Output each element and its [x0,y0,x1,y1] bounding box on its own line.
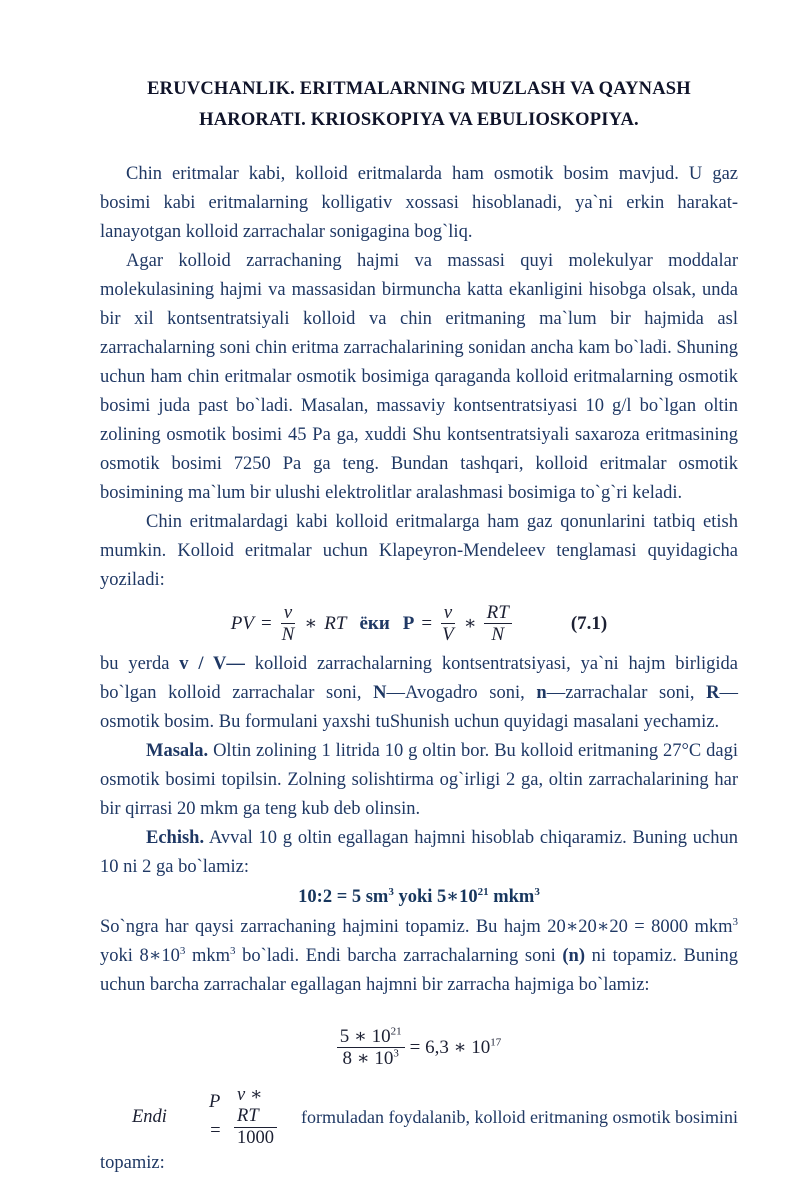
fraction-numerator: RT [484,602,512,624]
formula-number-label: (7.1) [570,612,608,634]
text-segment: bo`ladi. Endi barcha zarrachalarning soni [235,946,563,966]
formula-p-equals: P = [208,1092,222,1141]
text-segment: 5 ∗ 10 [339,1026,391,1047]
fraction-numerator: v [441,602,455,624]
equation-volume-result [100,883,738,912]
text-segment: mkm [185,946,230,966]
fraction-numerator [337,1026,405,1048]
text-segment: 21 [477,885,489,898]
text-segment: n [536,683,547,703]
formula-p: P [402,612,415,634]
text-segment: v / V— [179,654,245,674]
text-segment: yoki 5 [393,887,447,907]
page-title [100,74,738,136]
formula-rt: RT [324,612,347,634]
equation-particle-count [100,1026,738,1069]
paragraph-osmotic-intro [100,160,738,247]
text-segment: Agar kolloid zarrachaning hajmi va massasi quyi molekulyar moddalar molekulasining hajmi va massasidan birmuncha katta ekanligini hisobga olsak, unda bir xil kontsentratsiyali kolloid va chin eritmaning ma`lum bir hajmida asl zarrachalarning soni chin eritma zarrachalarining sonidan ancha kam bo`ladi. Shuning uchun ham chin eritmalar osmotik bosimiga qaraganda kolloid eritmalarning osmotik bosimi juda past bo`ladi. Masalan, massaviy kontsentratsiyasi 10 g/l bo`lgan oltin zolining osmotik bosimi 45 Pa ga, xuddi Shu kontsentratsiyali saxaroza eritmasining osmotik bosimi 7250 Pa ga teng. Bundan tashqari, kolloid eritmalar osmotik bosimining ma`lum bir ulushi elektrolitlar aralashmasi bosimiga to`g`ri keladi. [100,251,739,503]
text-segment: ni topamiz. Buning uchun barcha zarrachalar egallagan hajmni bir zarracha hajmiga bo`lamiz: [100,946,738,995]
fraction-denominator: N [491,624,505,645]
text-segment: 3 [534,885,540,898]
fraction-denominator: 1000 [237,1128,275,1148]
text-segment: 3 [230,944,236,957]
text-segment: Avval 10 g oltin egallagan hajmni hisoblab chiqaramiz. Buning uchun 10 ni 2 ga bo`lamiz: [100,828,738,877]
paragraph-masala [100,737,738,824]
text-segment: —zarrachalar soni, [546,683,707,703]
fraction-result [410,1033,502,1062]
text-segment: Masala. [146,741,209,761]
multiply-sign: ∗ [304,612,318,634]
text-segment: Chin eritmalardagi kabi kolloid eritmalarga ham gaz qonunlarini tatbiq etish mumkin. Kolloid eritmalar uchun Klapeyron-Mendeleev tenglamasi quyidagicha yoziladi: [100,512,738,590]
text-segment: bu yerda [100,654,180,674]
text-segment: yoki 8∗10 [100,946,180,966]
text-segment: mkm [488,887,535,907]
text-segment: 3 [179,944,186,957]
text-segment: N [373,683,387,703]
paragraph-variable-definitions [100,650,738,737]
paragraph-gas-laws [100,508,738,595]
text-segment: Oltin zolining 1 litrida 10 g oltin bor. Bu kolloid eritmaning 27°C dagi osmotik bosimi topilsin. Zolning solishtirma og`irligi 2 ga, oltin zarrachalarining har bir qirrasi 20 mkm ga teng kub deb olinsin. [100,741,738,819]
fraction-numerator: v ∗ RT [234,1085,277,1128]
fraction-denominator [339,1048,401,1069]
formula-7-1 [100,602,738,645]
title-line-2: HARORATI. KRIOSKOPIYA VA EBULIOSKOPIYA. [199,110,639,130]
paragraph-echish [100,824,738,882]
text-segment: 21 [390,1025,402,1038]
equals-sign: = [260,612,272,634]
paragraph-endi-formula [100,1085,738,1149]
text-segment: So`ngra har qaysi zarrachaning hajmini topamiz. Bu hajm 20∗20∗20 = 8000 mkm [100,917,733,937]
multiply-sign: ∗ [463,612,477,634]
fraction-numerator: v [281,602,295,624]
endi-lead-word: Endi [132,1106,167,1127]
text-segment: —Avogadro soni, [386,683,537,703]
paragraph-songra [100,913,738,1000]
text-segment: 8 ∗ 10 [342,1048,394,1069]
text-segment: = 6,3 ∗ 10 [409,1037,491,1058]
formula-connector: ёки [359,612,390,634]
text-segment: ∗10 [446,887,478,907]
text-segment: Echish. [146,828,205,848]
text-segment: — osmotik bosim. Bu formulani yaxshi tuShunish uchun quyidagi masalani yechamiz. [100,683,739,732]
text-segment: 17 [490,1036,502,1049]
text-segment: kolloid zarrachalarning kontsentratsiyasi, ya`ni hajm birligida bo`lgan kolloid zarrachalar soni, [100,654,738,703]
text-segment: 10:2 = 5 sm [298,887,389,907]
fraction-denominator: N [281,624,295,645]
text-segment: 3 [388,885,394,898]
fraction-v-over-N [279,602,298,645]
fraction-vrt-over-1000 [234,1085,277,1149]
text-segment: Chin eritmalar kabi, kolloid eritmalarda ham osmotik bosim mavjud. U gaz bosimi kabi eritmalarning kolligativ xossasi hisoblanadi, ya`ni erkin harakat-lanayotgan kolloid zarrachalar sonigagina bog`liq. [100,164,738,242]
endi-continuation-text: formuladan foydalanib, kolloid eritmaning osmotik bosimini [301,1106,738,1127]
fraction-RT-over-N [484,602,512,645]
paragraph-colloid-comparison [100,247,738,508]
title-line-1: ERUVCHANLIK. ERITMALARNING MUZLASH VA QAYNASH [147,79,691,99]
fraction-denominator: V [442,624,454,645]
equals-sign: = [421,612,433,634]
formula-lhs: PV [230,612,254,634]
paragraph-topamiz: topamiz: [100,1153,165,1173]
text-segment: 3 [393,1047,399,1060]
text-segment: (n) [562,946,586,966]
text-segment: 3 [732,915,738,928]
fraction-count [337,1026,405,1069]
fraction-v-over-V [439,602,457,645]
text-segment: R [706,683,720,703]
